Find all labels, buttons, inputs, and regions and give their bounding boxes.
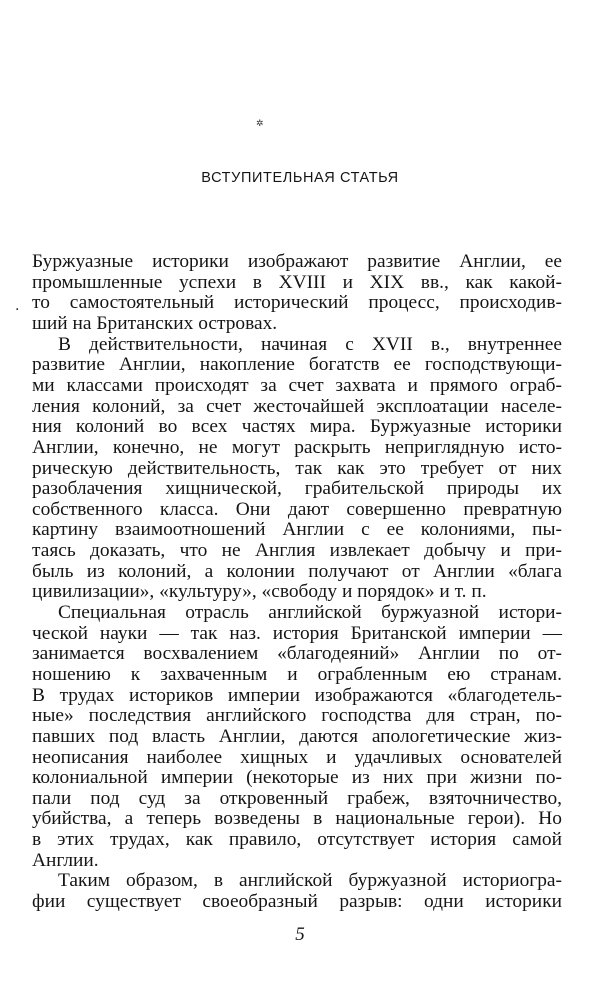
text-line: В трудах историков империи изображаются «благодетель- (32, 684, 562, 706)
text-line: ший на Британских островах. (32, 312, 278, 334)
text-line: колониальной империи (некоторые из них при жизни по- (32, 767, 562, 789)
section-heading: ВСТУПИТЕЛЬНАЯ СТАТЬЯ (201, 170, 399, 186)
text-line: в этих трудах, как правило, отсутствует история самой (32, 829, 562, 851)
text-line: собственного класса. Они дают совершенно превратную (32, 498, 562, 520)
text-line: развитие Англии, накопление богатств ее господствующи- (32, 354, 562, 376)
ornament-icon: ✲ (256, 119, 264, 129)
text-line: ми классами происходят за счет захвата и прямого ограб- (32, 374, 562, 396)
text-line: быль из колоний, а колонии получают от Англии «блага (32, 560, 562, 582)
text-line: разоблачения хищнической, грабительской природы их (32, 478, 562, 500)
text-line: Таким образом, в английской буржуазной историогра- (58, 870, 562, 892)
text-line: ные» последствия английского господства для стран, по- (32, 705, 562, 727)
text-line: Буржуазные историки изображают развитие Англии, ее (32, 251, 562, 272)
page-number: 5 (295, 924, 305, 945)
text-line: то самостоятельный исторический процесс, происходив- (32, 292, 562, 314)
text-line: убийства, а теперь возведены в национальные герои). Но (32, 808, 562, 830)
text-line: неописания наиболее хищных и удачливых основателей (32, 746, 562, 768)
text-line: ческой науки — так наз. история Британской империи — (32, 622, 562, 644)
text-line: пали под суд за откровенный грабеж, взяточничество, (32, 787, 562, 809)
text-line: ношению к захваченным и ограбленным ею странам. (32, 663, 562, 685)
text-line: В действительности, начиная с XVII в., внутреннее (58, 333, 562, 355)
text-line: картину взаимоотношений Англии с ее колониями, пы- (32, 519, 562, 541)
text-line: цивилизации», «культуру», «свободу и порядок» и т. п. (32, 581, 487, 603)
margin-mark: . (15, 298, 20, 314)
text-line: ния колоний во всех частях мира. Буржуазные историки (32, 416, 562, 438)
text-line: Англии. (32, 849, 99, 871)
text-line: таясь доказать, что не Англия извлекает добычу и при- (32, 540, 562, 561)
text-line: промышленные успехи в XVIII и XIX вв., как какой- (32, 271, 562, 293)
text-line: занимается восхвалением «благодеяний» Англии по от- (32, 643, 562, 665)
text-line: рическую действительность, так как это требует от них (32, 457, 562, 479)
text-line: Специальная отрасль английской буржуазной истори- (58, 602, 562, 623)
text-line: Англии, конечно, не могут раскрыть неприглядную исто- (32, 436, 562, 458)
text-line: ления колоний, за счет жесточайшей эксплоатации населе- (32, 395, 562, 417)
text-line: фии существует своеобразный разрыв: одни историки (32, 891, 562, 912)
text-line: павших под власть Англии, даются апологетические жиз- (32, 725, 562, 747)
